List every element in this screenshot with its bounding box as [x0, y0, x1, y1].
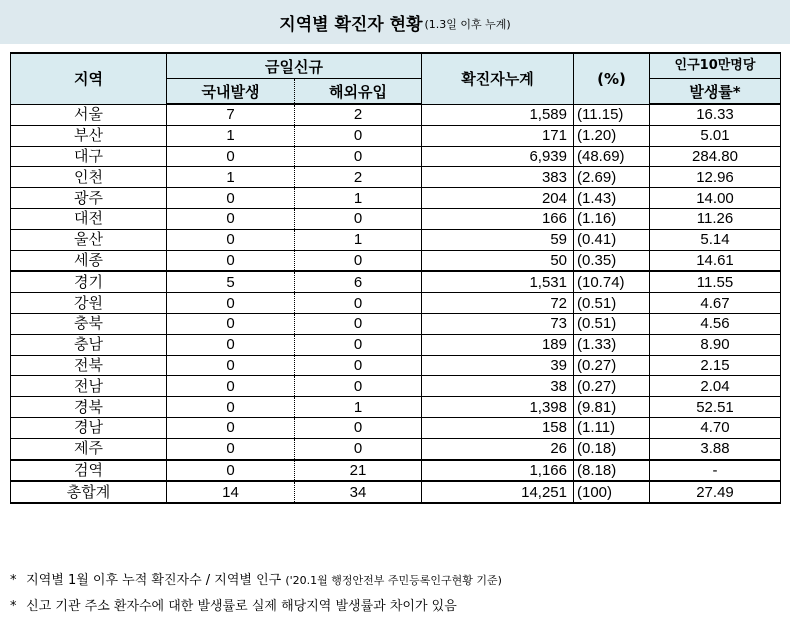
cell-percent: (0.35) — [574, 250, 650, 271]
cell-region: 경남 — [11, 417, 167, 438]
cell-region: 제주 — [11, 438, 167, 459]
footnote-1 — [10, 568, 780, 594]
cell-cumulative: 158 — [422, 417, 574, 438]
table-row — [11, 229, 781, 250]
footnote-text: 지역별 1월 이후 누적 확진자수 / 지역별 인구 — [26, 573, 282, 588]
cell-overseas: 1 — [295, 188, 422, 209]
cell-region: 전남 — [11, 376, 167, 397]
cell-cumulative: 204 — [422, 188, 574, 209]
cell-cumulative: 50 — [422, 250, 574, 271]
cell-rate: 14.61 — [650, 250, 781, 271]
cell-domestic: 0 — [167, 313, 295, 334]
header-overseas: 해외유입 — [295, 79, 422, 105]
cell-rate: 27.49 — [650, 481, 781, 503]
cell-domestic: 0 — [167, 208, 295, 229]
cell-overseas: 1 — [295, 229, 422, 250]
cell-overseas: 2 — [295, 104, 422, 125]
cell-domestic: 0 — [167, 417, 295, 438]
table-row — [11, 334, 781, 355]
cell-cumulative: 1,589 — [422, 104, 574, 125]
cell-region: 경기 — [11, 271, 167, 292]
cell-region: 부산 — [11, 125, 167, 146]
cell-cumulative: 6,939 — [422, 146, 574, 167]
cell-overseas: 0 — [295, 334, 422, 355]
cell-domestic: 0 — [167, 250, 295, 271]
table-row — [11, 397, 781, 418]
cell-rate: 12.96 — [650, 167, 781, 188]
cell-percent: (100) — [574, 481, 650, 503]
region-cases-table — [10, 52, 781, 504]
cell-cumulative: 166 — [422, 208, 574, 229]
cell-domestic: 0 — [167, 397, 295, 418]
cell-domestic: 0 — [167, 355, 295, 376]
cell-percent: (11.15) — [574, 104, 650, 125]
cell-domestic: 14 — [167, 481, 295, 503]
cell-rate: 284.80 — [650, 146, 781, 167]
cell-overseas: 0 — [295, 146, 422, 167]
footnote-bullet: * — [10, 599, 17, 614]
cell-rate: 14.00 — [650, 188, 781, 209]
cell-region: 검역 — [11, 460, 167, 482]
cell-cumulative: 1,531 — [422, 271, 574, 292]
table-header — [11, 53, 781, 104]
cell-region: 인천 — [11, 167, 167, 188]
table-row — [11, 250, 781, 271]
cell-domestic: 0 — [167, 334, 295, 355]
cell-overseas: 0 — [295, 438, 422, 459]
header-percent: (%) — [574, 53, 650, 104]
footnotes — [10, 568, 780, 620]
cell-percent: (1.33) — [574, 334, 650, 355]
cell-percent: (1.11) — [574, 417, 650, 438]
cell-rate: 8.90 — [650, 334, 781, 355]
cell-percent: (0.41) — [574, 229, 650, 250]
cell-domestic: 0 — [167, 376, 295, 397]
cell-region: 울산 — [11, 229, 167, 250]
cell-region: 세종 — [11, 250, 167, 271]
footnote-source: ('20.1월 행정안전부 주민등록인구현황 기준) — [285, 574, 502, 587]
cell-domestic: 0 — [167, 229, 295, 250]
cell-percent: (1.16) — [574, 208, 650, 229]
cell-percent: (0.18) — [574, 438, 650, 459]
cell-rate: 16.33 — [650, 104, 781, 125]
header-cumulative: 확진자누계 — [422, 53, 574, 104]
table-row — [11, 438, 781, 459]
cell-region: 경북 — [11, 397, 167, 418]
cell-cumulative: 383 — [422, 167, 574, 188]
table-row — [11, 188, 781, 209]
cell-region: 강원 — [11, 293, 167, 314]
cell-percent: (1.20) — [574, 125, 650, 146]
cell-domestic: 0 — [167, 146, 295, 167]
table-subtitle: (1.3일 이후 누계) — [424, 17, 511, 31]
header-new-cases: 금일신규 — [167, 53, 422, 79]
cell-cumulative: 14,251 — [422, 481, 574, 503]
table-row — [11, 271, 781, 292]
cell-percent: (10.74) — [574, 271, 650, 292]
cell-overseas: 0 — [295, 293, 422, 314]
cell-percent: (0.27) — [574, 355, 650, 376]
cell-overseas: 0 — [295, 376, 422, 397]
cell-region: 광주 — [11, 188, 167, 209]
footnote-2 — [10, 594, 780, 620]
table-row — [11, 417, 781, 438]
cell-rate: 11.55 — [650, 271, 781, 292]
table-row — [11, 460, 781, 482]
cell-domestic: 5 — [167, 271, 295, 292]
cell-domestic: 0 — [167, 188, 295, 209]
cell-rate: 5.01 — [650, 125, 781, 146]
cell-region: 총합계 — [11, 481, 167, 503]
cell-rate: 52.51 — [650, 397, 781, 418]
cell-overseas: 0 — [295, 313, 422, 334]
cell-rate: 2.15 — [650, 355, 781, 376]
header-rate-line1: 인구10만명당 — [650, 53, 781, 79]
cell-overseas: 1 — [295, 397, 422, 418]
cell-cumulative: 189 — [422, 334, 574, 355]
cell-region: 서울 — [11, 104, 167, 125]
cell-rate: - — [650, 460, 781, 482]
header-domestic: 국내발생 — [167, 79, 295, 105]
cell-domestic: 0 — [167, 460, 295, 482]
cell-region: 충남 — [11, 334, 167, 355]
table-row — [11, 376, 781, 397]
cell-cumulative: 39 — [422, 355, 574, 376]
table-row — [11, 293, 781, 314]
cell-overseas: 0 — [295, 125, 422, 146]
cell-rate: 4.67 — [650, 293, 781, 314]
cell-rate: 11.26 — [650, 208, 781, 229]
cell-domestic: 0 — [167, 438, 295, 459]
cell-overseas: 0 — [295, 417, 422, 438]
cell-overseas: 2 — [295, 167, 422, 188]
header-region: 지역 — [11, 53, 167, 104]
cell-overseas: 34 — [295, 481, 422, 503]
table-row — [11, 146, 781, 167]
table-title: 지역별 확진자 현황 — [279, 14, 423, 35]
cell-percent: (0.51) — [574, 293, 650, 314]
cell-rate: 3.88 — [650, 438, 781, 459]
cell-region: 대전 — [11, 208, 167, 229]
cell-percent: (48.69) — [574, 146, 650, 167]
table-row — [11, 125, 781, 146]
cell-domestic: 1 — [167, 125, 295, 146]
cell-cumulative: 171 — [422, 125, 574, 146]
table-row — [11, 313, 781, 334]
cell-region: 충북 — [11, 313, 167, 334]
cell-domestic: 0 — [167, 293, 295, 314]
cell-cumulative: 72 — [422, 293, 574, 314]
cell-rate: 5.14 — [650, 229, 781, 250]
footnote-bullet: * — [10, 573, 17, 588]
cell-percent: (0.27) — [574, 376, 650, 397]
table-title-bar — [0, 0, 790, 44]
cell-overseas: 0 — [295, 208, 422, 229]
footnote-text: 신고 기관 주소 환자수에 대한 발생률로 실제 해당지역 발생률과 차이가 있음 — [26, 599, 457, 614]
cell-domestic: 1 — [167, 167, 295, 188]
cell-rate: 4.56 — [650, 313, 781, 334]
cell-domestic: 7 — [167, 104, 295, 125]
cell-cumulative: 73 — [422, 313, 574, 334]
cell-cumulative: 1,166 — [422, 460, 574, 482]
cell-percent: (2.69) — [574, 167, 650, 188]
cell-percent: (8.18) — [574, 460, 650, 482]
table-row — [11, 104, 781, 125]
total-row — [11, 481, 781, 503]
cell-cumulative: 59 — [422, 229, 574, 250]
cell-percent: (1.43) — [574, 188, 650, 209]
cell-overseas: 0 — [295, 355, 422, 376]
cell-rate: 2.04 — [650, 376, 781, 397]
cell-cumulative: 26 — [422, 438, 574, 459]
header-rate-line2: 발생률* — [650, 79, 781, 105]
cell-cumulative: 38 — [422, 376, 574, 397]
cell-percent: (9.81) — [574, 397, 650, 418]
cell-overseas: 21 — [295, 460, 422, 482]
cell-rate: 4.70 — [650, 417, 781, 438]
cell-percent: (0.51) — [574, 313, 650, 334]
table-row — [11, 167, 781, 188]
table-row — [11, 355, 781, 376]
table-row — [11, 208, 781, 229]
table-body — [11, 104, 781, 503]
cell-overseas: 6 — [295, 271, 422, 292]
cell-cumulative: 1,398 — [422, 397, 574, 418]
cell-overseas: 0 — [295, 250, 422, 271]
cell-region: 대구 — [11, 146, 167, 167]
cell-region: 전북 — [11, 355, 167, 376]
